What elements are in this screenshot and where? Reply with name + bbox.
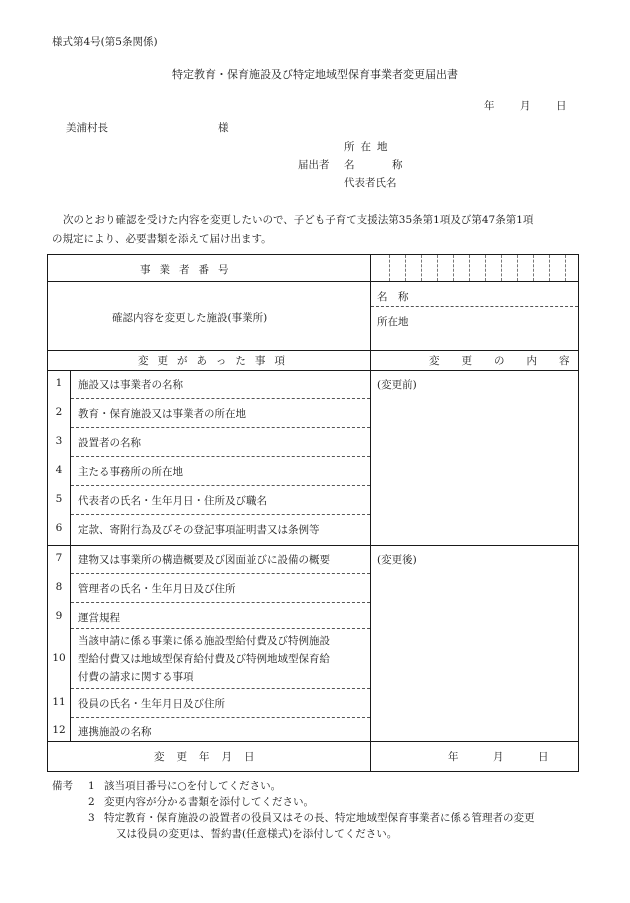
digit-box-divider xyxy=(421,255,422,281)
digit-box-divider xyxy=(549,255,550,281)
item-divider xyxy=(71,514,370,515)
item-text: 定款、寄附行為及びその登記事項証明書又は条例等 xyxy=(78,524,320,536)
item-divider xyxy=(71,485,370,486)
item-number: 4 xyxy=(55,464,63,476)
item-number: 5 xyxy=(55,493,63,505)
remark-text: 変更内容が分かる書類を添付してください。 xyxy=(104,796,314,808)
row-divider xyxy=(48,281,578,282)
item-text-multiline xyxy=(78,632,330,686)
remark-item xyxy=(52,778,612,794)
remark-number: 2 xyxy=(88,796,95,808)
remarks-section xyxy=(52,778,612,842)
item-text: 設置者の名称 xyxy=(78,437,141,449)
remark-item xyxy=(52,810,612,826)
form-number: 様式第4号(第5条関係) xyxy=(52,36,158,48)
number-column-divider xyxy=(70,370,71,741)
item-text: 教育・保育施設又は事業者の所在地 xyxy=(78,408,246,420)
facility-dashed-divider xyxy=(371,306,578,307)
row-divider xyxy=(48,350,578,351)
item-text: 施設又は事業者の名称 xyxy=(78,379,183,391)
item-number: 6 xyxy=(55,522,63,534)
digit-box-divider xyxy=(517,255,518,281)
remark-number: 1 xyxy=(88,780,95,792)
row-divider xyxy=(48,370,578,371)
remark-item-continuation xyxy=(52,826,612,842)
date-year-label: 年 xyxy=(484,100,495,112)
remark-text: 特定教育・保育施設の設置者の役員又はその長、特定地域型保育事業者に係る管理者の変更 xyxy=(104,812,535,824)
item-number: 11 xyxy=(52,696,66,708)
change-date-day: 日 xyxy=(538,751,549,763)
change-content-header: 変更の内容 xyxy=(429,355,592,367)
digit-box-divider xyxy=(453,255,454,281)
addressee: 美浦村長 xyxy=(66,122,108,134)
item-divider xyxy=(71,398,370,399)
date-month-label: 月 xyxy=(520,100,531,112)
honorific: 様 xyxy=(218,122,229,134)
item-divider xyxy=(71,456,370,457)
item-text-line: 当該申請に係る事業に係る施設型給付費及び特例施設 xyxy=(78,635,330,647)
date-day-label: 日 xyxy=(556,100,567,112)
row-divider xyxy=(48,741,578,742)
change-notification-table xyxy=(47,254,592,772)
after-label: (変更後) xyxy=(377,554,417,566)
item-divider xyxy=(71,717,370,718)
digit-box-divider xyxy=(389,255,390,281)
digit-box-divider xyxy=(533,255,534,281)
item-text: 運営規程 xyxy=(78,612,120,624)
item-number: 3 xyxy=(55,435,63,447)
facility-address-label: 所在地 xyxy=(377,316,409,328)
item-text: 役員の氏名・生年月日及び住所 xyxy=(78,698,225,710)
notifier-name-label-2: 称 xyxy=(392,159,403,171)
change-date-month: 月 xyxy=(493,751,504,763)
item-number: 9 xyxy=(55,610,63,622)
item-number: 2 xyxy=(55,406,63,418)
digit-box-divider xyxy=(485,255,486,281)
notifier-label: 届出者 xyxy=(298,159,330,171)
item-number: 7 xyxy=(55,552,63,564)
remark-text: 又は役員の変更は、誓約書(任意様式)を添付してください。 xyxy=(116,828,398,840)
item-divider xyxy=(71,427,370,428)
facility-name-label: 名 称 xyxy=(377,291,409,303)
digit-box-divider xyxy=(501,255,502,281)
item-text-line: 型給付費又は地域型保育給付費及び特例地域型保育給 xyxy=(78,653,330,665)
operator-number-label: 事業者番号 xyxy=(140,264,238,276)
intro-line-1: 次のとおり確認を受けた内容を変更したいので、子ども子育て支援法第35条第1項及び第47条第1項 xyxy=(63,214,534,226)
notifier-name-label-1: 名 xyxy=(344,159,355,171)
intro-paragraph xyxy=(52,211,592,249)
notifier-representative-label: 代表者氏名 xyxy=(344,177,397,189)
change-date-year: 年 xyxy=(448,751,459,763)
digit-box-divider xyxy=(469,255,470,281)
digit-box-divider xyxy=(437,255,438,281)
item-divider xyxy=(71,688,370,689)
item-number: 1 xyxy=(55,377,63,389)
digit-box-divider xyxy=(405,255,406,281)
remark-number: 3 xyxy=(88,812,95,824)
notifier-address-label: 所在地 xyxy=(344,141,394,153)
change-date-label: 変更年月日 xyxy=(154,751,267,763)
item-text: 連携施設の名称 xyxy=(78,726,152,738)
document-title: 特定教育・保育施設及び特定地域型保育事業者変更届出書 xyxy=(172,68,458,81)
digit-box-divider xyxy=(565,255,566,281)
item-text: 代表者の氏名・生年月日・住所及び職名 xyxy=(78,495,267,507)
before-label: (変更前) xyxy=(377,379,417,391)
item-number: 12 xyxy=(52,724,66,736)
changed-items-header: 変更があった事項 xyxy=(138,355,294,367)
facility-label: 確認内容を変更した施設(事業所) xyxy=(112,312,268,324)
intro-line-2: の規定により、必要書類を添えて届け出ます。 xyxy=(52,233,272,245)
remarks-prefix: 備考 xyxy=(52,780,73,792)
item-text: 主たる事務所の所在地 xyxy=(78,466,183,478)
before-after-divider xyxy=(48,545,578,546)
item-text: 建物又は事業所の構造概要及び図面並びに設備の概要 xyxy=(78,554,330,566)
remark-item xyxy=(52,794,612,810)
item-text: 管理者の氏名・生年月日及び住所 xyxy=(78,583,236,595)
item-divider xyxy=(71,602,370,603)
item-text-line: 付費の請求に関する事項 xyxy=(78,671,194,683)
item-divider xyxy=(71,628,370,629)
center-divider xyxy=(370,255,371,771)
item-number: 8 xyxy=(55,581,63,593)
item-divider xyxy=(71,573,370,574)
item-number: 10 xyxy=(52,652,66,664)
remark-text: 該当項目番号に○を付してください。 xyxy=(104,780,282,792)
